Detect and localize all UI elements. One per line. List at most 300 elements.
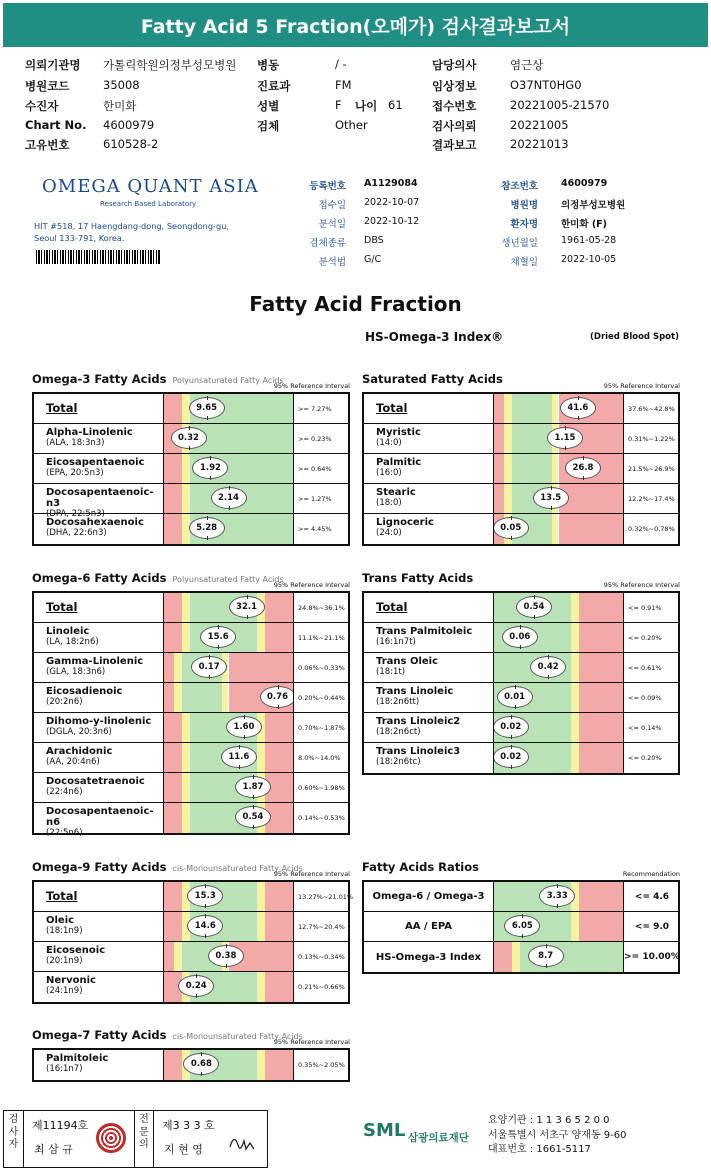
row-name-cell [34, 593, 164, 622]
band-segment [182, 454, 190, 483]
lab-meta-label: 참조번호 [501, 181, 538, 192]
lab-meta-value: 의정부성모병원 [561, 200, 626, 211]
band-segment [182, 743, 190, 772]
row-subname: (22:4n6) [46, 787, 83, 797]
band-segment [257, 912, 265, 941]
lab-meta-value: G/C [364, 254, 382, 265]
table-row [364, 713, 678, 743]
row-name: Total [376, 401, 408, 415]
row-name-cell [364, 713, 494, 742]
table-row [34, 623, 348, 653]
reference-value: 0.60%~1.98% [298, 783, 345, 792]
header-label: 성별 [257, 99, 280, 113]
header-value: 61 [388, 98, 403, 112]
row-name: Arachidonic [46, 746, 113, 757]
row-name-cell [34, 803, 164, 838]
band-segment [579, 653, 623, 682]
reference-value: >= 7.27% [298, 404, 332, 413]
value-marker: 9.65 [189, 397, 225, 419]
reference-value: <= 0.09% [628, 693, 662, 702]
reference-value: 0.35%~2.05% [298, 1061, 345, 1069]
row-subname: (18:2n6ct) [376, 727, 421, 737]
header-label: 검사의뢰 [432, 119, 477, 133]
row-name: Eicosapentaenoic [46, 457, 145, 468]
band-segment [265, 972, 293, 1002]
table-row [34, 514, 348, 544]
row-name-cell [34, 1050, 164, 1080]
row-subname: (16:0) [376, 468, 402, 478]
table-row [34, 683, 348, 713]
row-name-cell [364, 394, 494, 423]
row-name: Myristic [376, 427, 421, 438]
row-subname: (22:5n6) [46, 828, 83, 838]
band-segment [265, 593, 293, 622]
row-subname: (LA, 18:2n6) [46, 637, 99, 647]
report-title-banner: Fatty Acid 5 Fraction(오메가) 검사결과보고서 [3, 3, 708, 47]
band-segment [164, 912, 182, 941]
reference-band [494, 653, 624, 682]
row-name-cell [34, 972, 164, 1002]
reference-value: <= 0.91% [628, 603, 662, 612]
reference-band [494, 713, 624, 742]
band-segment [174, 942, 182, 971]
specialist-label: 전문의 [134, 1111, 154, 1167]
row-name-cell [34, 912, 164, 941]
org-phone: 대표번호 : 1661-5117 [488, 1144, 591, 1155]
reference-value: 0.32%~0.78% [628, 525, 675, 533]
table-row [34, 454, 348, 484]
reference-band [494, 394, 624, 423]
reference-value: 13.27%~21.01% [298, 892, 354, 901]
header-value: F [335, 98, 342, 112]
reference-band [164, 1050, 294, 1080]
table-row [364, 653, 678, 683]
reference-band [164, 623, 294, 652]
row-name-cell [34, 394, 164, 423]
row-subname: (DPA, 22:5n3) [46, 509, 105, 519]
reference-value: 21.5%~26.9% [628, 464, 675, 473]
row-subname: (GLA, 18:3n6) [46, 667, 106, 677]
band-segment [265, 912, 293, 941]
table-row [364, 882, 678, 912]
value-marker: 1.92 [192, 457, 228, 479]
header-value: 20221013 [510, 137, 569, 151]
reference-band [494, 942, 624, 972]
signature-box [3, 1110, 268, 1168]
reference-band [494, 593, 624, 622]
value-marker: 0.32 [171, 427, 207, 449]
reference-value: 37.6%~42.8% [628, 404, 675, 413]
header-value: 20221005 [510, 118, 569, 132]
reference-header: 95% Reference Interval [603, 382, 680, 390]
band-segment [182, 713, 190, 742]
table-row [34, 882, 354, 912]
header-value: 610528-2 [103, 137, 159, 151]
reference-band [164, 514, 294, 544]
band-segment [174, 653, 182, 682]
section-heading: Saturated Fatty Acids [362, 372, 503, 386]
row-name: Palmitic [376, 457, 422, 468]
band-segment [265, 623, 293, 652]
section-subtitle: cis-Monounsaturated Fatty Acids [172, 864, 303, 873]
lab-meta-label: 분석일 [318, 219, 346, 230]
value-marker: 0.17 [191, 656, 227, 678]
row-name: Docosapentaenoic-n3 [46, 487, 154, 509]
band-segment [579, 882, 623, 911]
reference-band [164, 394, 294, 423]
barcode [36, 250, 161, 264]
row-name-cell [364, 514, 494, 544]
value-marker: 5.28 [189, 517, 225, 539]
row-name-cell [34, 424, 164, 453]
table-omega9 [32, 880, 354, 1004]
row-name: Trans Linoleic3 [376, 746, 461, 757]
band-segment [164, 743, 182, 772]
row-name: Docosahexaenoic [46, 517, 144, 528]
row-subname: (24:1n9) [46, 986, 83, 996]
reference-band [164, 773, 294, 802]
band-segment [512, 942, 520, 972]
header-label: 나이 [355, 99, 378, 113]
reference-band [164, 593, 294, 622]
header-value: 가톨릭학원의정부성모병원 [103, 58, 237, 72]
value-marker: 0.02 [494, 746, 529, 768]
row-name-cell [364, 653, 494, 682]
band-segment [494, 454, 504, 483]
row-subname: (16:1n7t) [376, 637, 416, 647]
lab-meta-value: 한미화 (F) [561, 219, 608, 230]
row-name-cell [34, 773, 164, 802]
band-segment [494, 484, 504, 513]
reference-value: >= 10.00% [624, 952, 680, 962]
band-segment [265, 743, 293, 772]
reference-band [164, 882, 294, 911]
band-segment [571, 713, 579, 742]
value-marker: 0.24 [178, 975, 214, 997]
report-title: Fatty Acid Fraction [249, 292, 462, 316]
row-name: HS-Omega-3 Index [364, 942, 494, 972]
inspector-number: 제11194호 [32, 1119, 89, 1132]
value-marker: 0.54 [516, 596, 552, 618]
table-row [364, 394, 678, 424]
band-segment [579, 623, 623, 652]
table-row [34, 593, 348, 623]
band-segment [559, 514, 624, 544]
row-name: Linoleic [46, 626, 90, 637]
reference-value: >= 0.64% [298, 464, 332, 473]
reference-value: 0.21%~0.66% [298, 983, 345, 991]
seal-stamp [96, 1123, 126, 1153]
lab-info-panel [30, 170, 682, 280]
header-value: 4600979 [103, 118, 155, 132]
org-address: 서울특별시 서초구 양재동 9-60 [488, 1129, 627, 1141]
table-ratios [362, 880, 680, 974]
table-trans [362, 591, 680, 775]
header-value: 35008 [103, 78, 140, 92]
header-label: Chart No. [25, 118, 87, 132]
row-subname: (18:1n9) [46, 926, 83, 936]
band-segment [504, 454, 512, 483]
band-segment [182, 623, 190, 652]
row-subname: (18:0) [376, 498, 402, 508]
reference-value: 0.06%~0.33% [298, 663, 345, 672]
table-omega6 [32, 591, 350, 838]
section-heading: Omega-6 Fatty Acids [32, 571, 167, 585]
reference-header: 95% Reference Interval [273, 581, 350, 589]
row-name: Lignoceric [376, 517, 434, 528]
table-row [34, 1050, 348, 1080]
value-marker: 0.38 [208, 945, 244, 967]
reference-band [164, 803, 294, 833]
row-name: Oleic [46, 915, 75, 926]
specialist-number: 제3 3 3 호 [162, 1119, 215, 1132]
band-segment [579, 593, 623, 622]
reference-header: 95% Reference Interval [273, 870, 350, 878]
reference-band [164, 424, 294, 453]
reference-value: <= 4.6 [634, 891, 670, 902]
band-segment [164, 623, 182, 652]
band-segment [182, 683, 222, 712]
lab-logo: OMEGA QUANT ASIA [42, 176, 259, 197]
reference-band [164, 972, 294, 1002]
band-segment [164, 683, 174, 712]
table-row [34, 803, 348, 838]
band-segment [571, 683, 579, 712]
table-row [34, 424, 348, 454]
section-title-saturated [362, 372, 509, 386]
lab-meta-label: 병원명 [510, 200, 538, 211]
value-marker: 15.3 [187, 885, 223, 907]
value-marker: 0.02 [494, 716, 529, 738]
band-segment [579, 713, 623, 742]
band-segment [164, 394, 182, 423]
band-segment [504, 424, 512, 453]
section-subtitle: Polyunsaturated Fatty Acids [172, 575, 284, 584]
reference-band [164, 942, 294, 971]
row-subname: (18:2n6tc) [376, 757, 421, 767]
value-marker: 0.68 [183, 1053, 219, 1075]
table-row [364, 912, 678, 942]
reference-band [164, 454, 294, 483]
band-segment [571, 593, 579, 622]
lab-meta-label: 검체종류 [309, 238, 346, 249]
section-heading: Omega-9 Fatty Acids [32, 860, 167, 874]
reference-value: 0.70%~1.87% [298, 723, 345, 732]
band-segment [174, 683, 182, 712]
row-name: Gamma-Linolenic [46, 656, 144, 667]
band-segment [164, 882, 182, 911]
header-value: O37NT0HG0 [510, 78, 582, 92]
section-heading: Fatty Acids Ratios [362, 860, 479, 874]
reference-value: 0.20%~0.44% [298, 693, 345, 702]
section-title-ratios [362, 860, 485, 874]
header-value: FM [335, 78, 352, 92]
band-segment [265, 882, 293, 911]
header-label: 진료과 [257, 79, 291, 93]
value-marker: 1.60 [226, 716, 262, 738]
lab-address [34, 220, 229, 245]
lab-address-line1: HIT #518, 17 Haengdang-dong, Seongdong-gu, [34, 221, 230, 231]
band-segment [257, 623, 265, 652]
reference-band [494, 743, 624, 773]
table-row [364, 683, 678, 713]
lab-meta-value: A1129084 [364, 178, 418, 189]
table-row [34, 942, 348, 972]
value-marker: 0.42 [530, 656, 566, 678]
row-name-cell [364, 484, 494, 513]
table-row [364, 942, 678, 972]
band-segment [182, 803, 190, 833]
row-name: Docosatetraenoic [46, 776, 145, 787]
signature-image [226, 1131, 258, 1155]
reference-band [494, 424, 624, 453]
lab-meta-label: 등록번호 [309, 181, 346, 192]
table-row [364, 743, 678, 773]
value-marker: 6.05 [504, 915, 540, 937]
reference-band [494, 454, 624, 483]
lab-meta-label: 접수일 [318, 200, 346, 211]
lab-meta-label: 생년월일 [501, 238, 538, 249]
section-heading: Trans Fatty Acids [362, 571, 474, 585]
row-name-cell [34, 653, 164, 682]
table-row [34, 912, 348, 942]
row-name-cell [364, 743, 494, 773]
table-row [364, 454, 678, 484]
header-label: 결과보고 [432, 138, 477, 152]
reference-value: 12.2%~17.4% [628, 494, 675, 503]
band-segment [512, 394, 552, 423]
header-label: 병동 [257, 58, 280, 72]
row-name-cell [34, 882, 164, 911]
band-segment [579, 743, 623, 773]
band-segment [164, 593, 182, 622]
reference-band [494, 514, 624, 544]
org-code: 요양기관 : 1 1 3 6 5 2 0 0 [488, 1115, 610, 1126]
sml-logo: SML [363, 1120, 406, 1141]
table-row [34, 972, 348, 1002]
table-row [364, 623, 678, 653]
value-marker: 15.6 [200, 626, 236, 648]
row-name: Total [46, 600, 78, 614]
lab-meta-value: 1961-05-28 [561, 235, 617, 246]
band-segment [164, 773, 182, 802]
reference-value: <= 0.20% [628, 754, 662, 762]
header-value: 한미화 [103, 99, 137, 113]
header-label: 검체 [257, 119, 280, 133]
inspector-name: 최 삼 규 [34, 1143, 73, 1156]
row-subname: (AA, 20:4n6) [46, 757, 100, 767]
reference-value: >= 0.23% [298, 434, 332, 443]
reference-band [164, 713, 294, 742]
value-marker: 0.01 [497, 686, 533, 708]
lab-meta-label: 환자명 [510, 219, 538, 230]
band-segment [571, 743, 579, 773]
band-segment [164, 713, 182, 742]
band-segment [164, 454, 182, 483]
value-marker: 32.1 [229, 596, 265, 618]
row-name: Trans Linoleic [376, 686, 454, 697]
table-row [34, 713, 348, 743]
value-marker: 2.14 [211, 487, 247, 509]
band-segment [182, 593, 190, 622]
header-value: 20221005-21570 [510, 98, 610, 112]
reference-value: 12.7%~20.4% [298, 922, 345, 931]
row-name-cell [34, 713, 164, 742]
header-label: 수진자 [25, 99, 59, 113]
reference-header: 95% Reference Interval [273, 1038, 350, 1046]
band-segment [257, 972, 265, 1002]
row-name-cell [34, 514, 164, 544]
reference-band [164, 912, 294, 941]
section-title-trans [362, 571, 479, 585]
band-segment [504, 484, 512, 513]
section-heading: Omega-3 Fatty Acids [32, 372, 167, 386]
table-row [34, 773, 348, 803]
value-marker: 3.33 [539, 885, 575, 907]
reference-band [164, 743, 294, 772]
header-label: 임상정보 [432, 79, 477, 93]
row-subname: (20:2n6) [46, 697, 83, 707]
header-label: 접수번호 [432, 99, 477, 113]
row-name: Dihomo-y-linolenic [46, 716, 152, 727]
value-marker: 0.54 [235, 806, 271, 828]
lab-subtitle: Research Based Laboratory [100, 200, 197, 208]
reference-band [494, 912, 624, 941]
row-subname: (EPA, 20:5n3) [46, 468, 104, 478]
index-title: HS-Omega-3 Index® [365, 330, 504, 344]
row-name: Trans Oleic [376, 656, 439, 667]
reference-value: <= 9.0 [634, 921, 670, 932]
row-subname: (ALA, 18:3n3) [46, 438, 105, 448]
band-segment [164, 514, 182, 544]
value-marker: 41.6 [560, 397, 596, 419]
row-name: Total [46, 401, 78, 415]
table-saturated [362, 392, 680, 546]
row-name: Docosapentaenoic-n6 [46, 806, 154, 828]
row-name-cell [34, 484, 164, 519]
lab-meta-label: 분석법 [318, 257, 346, 268]
reference-value: 0.13%~0.34% [298, 952, 345, 961]
row-name-cell [34, 942, 164, 971]
header-value: 염근상 [510, 58, 544, 72]
row-name: Alpha-Linolenic [46, 427, 133, 438]
band-segment [504, 394, 512, 423]
band-segment [494, 394, 504, 423]
lab-address-line2: Seoul 133-791, Korea. [34, 233, 125, 244]
reference-header: 95% Reference Interval [603, 581, 680, 589]
table-row [34, 743, 348, 773]
row-subname: (24:0) [376, 528, 402, 538]
band-segment [164, 942, 174, 971]
row-name-cell [364, 623, 494, 652]
row-name-cell [34, 454, 164, 483]
specialist-name: 지 현 영 [164, 1143, 203, 1156]
header-value: Other [335, 118, 368, 132]
footer [3, 1110, 708, 1172]
band-segment [257, 1050, 265, 1080]
reference-value: 8.0%~14.0% [298, 753, 341, 762]
row-name-cell [34, 683, 164, 712]
reference-band [494, 882, 624, 911]
reference-value: <= 0.14% [628, 723, 662, 732]
header-label: 병원코드 [25, 79, 70, 93]
value-marker: 14.6 [187, 915, 223, 937]
band-segment [579, 683, 623, 712]
band-segment [257, 743, 265, 772]
lab-meta-value: DBS [364, 235, 384, 246]
reference-value: >= 4.45% [298, 525, 332, 533]
row-name-cell [364, 454, 494, 483]
